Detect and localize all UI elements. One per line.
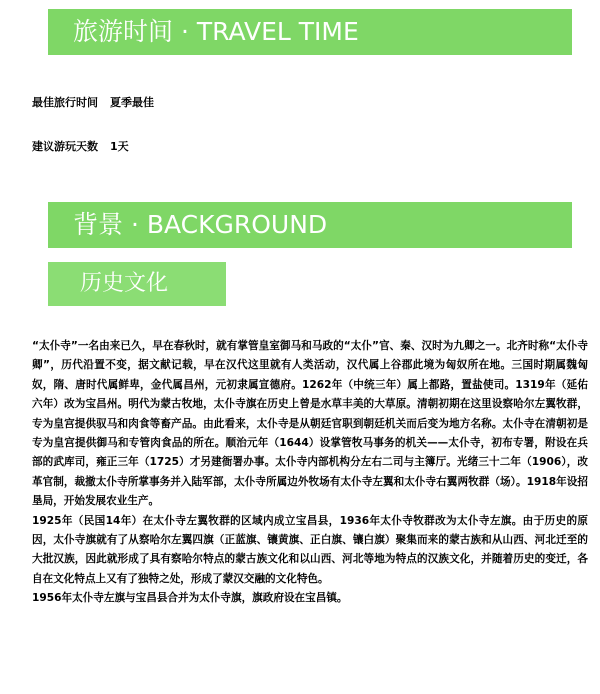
background-banner: 背景 · BACKGROUND bbox=[48, 202, 572, 248]
suggested-days bbox=[32, 138, 129, 154]
history-culture-tab: 历史文化 bbox=[48, 262, 226, 306]
suggested-days-value: 1天 bbox=[110, 140, 129, 153]
article-paragraph: 1925年（民国14年）在太仆寺左翼牧群的区域内成立宝昌县，1936年太仆寺牧群改为太仆寺左旗。由于历史的原因，太仆寺旗就有了从察哈尔左翼四旗（正蓝旗、镶黄旗、正白旗、镶白旗）聚集而来的蒙古族和从山西、河北迁至的大批汉族，因此就形成了具有察哈尔特点的蒙古族文化和以山西、河北等地为特点的汉族文化，并随着历史的变迁，各自在文化特点上又有了独特之处，形成了蒙汉交融的文化特色。 bbox=[32, 514, 588, 585]
suggested-days-label: 建议游玩天数 bbox=[32, 140, 98, 153]
travel-time-banner: 旅游时间 · TRAVEL TIME bbox=[48, 9, 572, 55]
best-travel-time-value: 夏季最佳 bbox=[110, 96, 154, 109]
history-article bbox=[32, 337, 588, 609]
best-travel-time-label: 最佳旅行时间 bbox=[32, 96, 98, 109]
article-paragraph: “太仆寺”一名由来已久，早在春秋时，就有掌管皇室御马和马政的“太仆”官、秦、汉时为九卿之一。北齐时称“太仆寺卿”，历代沿置不变，据文献记载，早在汉代这里就有人类活动，汉代属上谷郡此境为匈奴所在地。三国时期属魏匈奴，隋、唐时代属鲜卑，金代属昌州，元初隶属宣德府。1262年（中统三年）属上都路，置盐使司。1319年（延佑六年）改为宝昌州。明代为蒙古牧地，太仆寺旗在历史上曾是水草丰美的大草原。清朝初期在这里设察哈尔左翼牧群，专为皇宫提供驭马和肉食等畜产品。由此看来，太仆寺是从朝廷官职到朝廷机关而后变为地方名称。太仆寺在清朝初是专为皇宫提供御马和专管肉食品的所在。顺治元年（1644）设掌管牧马事务的机关——太仆寺，初布专署，附设在兵部的武库司，雍正三年（1725）才另建衙署办事。太仆寺内部机构分左右二司与主簿厅。光绪三十二年（1906），改革官制，裁撤太仆寺所掌事务并入陆军部，太仆寺所属边外牧场有太仆寺左翼和太仆寺右翼两牧群（场）。1918年设招垦局，开始发展农业生产。 bbox=[32, 340, 588, 508]
best-travel-time bbox=[32, 94, 154, 110]
article-paragraph: 1956年太仆寺左旗与宝昌县合并为太仆寺旗，旗政府设在宝昌镇。 bbox=[32, 592, 348, 605]
